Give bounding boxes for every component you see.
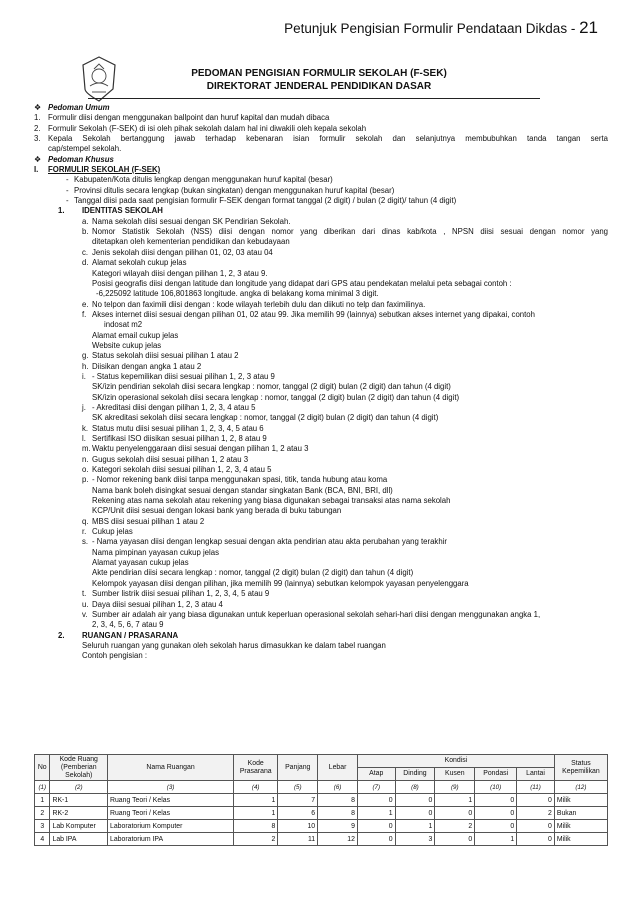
table-cell: 3 [35,820,50,833]
table-cell: 10 [278,820,318,833]
line-text: Posisi geografis diisi dengan latitude dan longitude yang didapat dari GPS atau pendekatan melalui peta sebagai contoh : [92,278,512,288]
table-cell: 7 [278,794,318,807]
table-cell: Laboratorium IPA [108,833,234,846]
text-line [34,393,608,403]
line-text: ditetapkan oleh kementerian pendidikan dan kebudayaan [92,237,290,247]
line-text: Rekening atas nama sekolah atau rekening yang biasa digunakan sebagai transaksi atas nama sekolah [92,496,451,506]
line-text: 2, 3, 4, 5, 6, 7 atau 9 [92,620,164,630]
text-line [34,351,608,361]
table-cell: 0 [357,833,395,846]
line-text: Jenis sekolah diisi dengan pilihan 01, 02, 03 atau 04 [92,247,273,257]
doc-title-line2: DIREKTORAT JENDERAL PENDIDIKAN DASAR [206,81,432,92]
text-line [34,413,608,423]
list-marker: I. [34,165,39,175]
table-row [35,807,608,820]
line-text: Status mutu diisi sesuai pilihan 1, 2, 3, 4, 5 atau 6 [92,423,264,433]
column-index-cell: (2) [50,781,108,794]
th-pondasi: Pondasi [475,768,517,781]
page-header [284,18,598,38]
text-line [34,372,608,382]
table-cell: Ruang Teori / Kelas [108,794,234,807]
table-cell: 1 [35,794,50,807]
line-text: MBS diisi sesuai pilihan 1 atau 2 [92,516,205,526]
text-line [34,289,608,299]
text-line [34,506,608,516]
table-cell: 0 [357,820,395,833]
line-text: Kategori sekolah diisi sesuai pilihan 1, 2, 3, 4 atau 5 [92,465,272,475]
text-line [34,651,608,661]
table-cell: 9 [318,820,358,833]
line-text: - Nomor rekening bank diisi tanpa menggunakan spasi, titik, tanda hubung atau koma [92,475,388,485]
list-marker: b. [82,227,89,237]
table-cell: Lab IPA [50,833,108,846]
table-cell: 3 [395,833,435,846]
line-text: Pedoman Umum [48,103,110,112]
text-line [34,341,608,351]
line-text: Pedoman Khusus [48,154,114,164]
text-line [34,424,608,434]
table-cell: 0 [395,794,435,807]
table-cell: 1 [357,807,395,820]
list-marker: l. [82,434,86,443]
line-text: - Status kepemilikan diisi sesuai pilihan 1, 2, 3 atau 9 [92,371,275,381]
text-line [34,134,608,144]
column-index-cell: (6) [318,781,358,794]
line-text: Alamat yayasan cukup jelas [92,558,189,568]
text-line [34,144,608,154]
column-index-cell: (9) [435,781,475,794]
list-marker: j. [82,402,86,412]
header-title: Petunjuk Pengisian Formulir Pendataan Dikdas - [284,21,576,36]
text-line [34,558,608,568]
line-text: FORMULIR SEKOLAH (F-SEK) [48,165,161,175]
line-text: SK akreditasi sekolah diisi secara lengkap : nomor, tanggal (2 digit) bulan (2 digit) dan tahun (4 digit) [92,413,439,423]
text-line [34,175,608,185]
line-text: No telpon dan faximili diisi dengan : kode wilayah terlebih dulu dan diikuti no telp dan faximilinya. [92,299,426,309]
text-line [34,165,608,175]
line-text: Kategori wilayah diisi dengan pilihan 1, 2, 3 atau 9. [92,268,268,278]
th-kode-prasarana: Kode Prasarana [234,755,278,781]
text-line [34,537,608,547]
list-marker: n. [82,454,89,464]
table-cell: Milik [554,794,607,807]
th-atap: Atap [357,768,395,781]
line-text: -6,225092 latitude 106,801863 longitude. angka di belakang koma minimal 3 digit. [96,289,379,299]
list-marker: 1. [58,206,65,216]
table-cell: 2 [517,807,555,820]
text-line [34,113,608,123]
line-text: IDENTITAS SEKOLAH [82,206,163,216]
line-text: Waktu penyelenggaraan diisi sesuai dengan pilihan 1, 2 atau 3 [92,444,309,454]
list-marker: t. [82,589,87,599]
list-marker: 2. [34,123,41,133]
title-divider [88,98,540,99]
column-index-cell: (7) [357,781,395,794]
list-marker: 2. [58,630,65,640]
table-row [35,833,608,846]
list-marker: s. [82,537,89,547]
table-cell: 11 [278,833,318,846]
line-text: Formulir diisi dengan menggunakan ballpoint dan huruf kapital dan mudah dibaca [48,113,330,123]
table-cell: 2 [435,820,475,833]
table-cell: 0 [517,794,555,807]
text-line [34,465,608,475]
doc-title-line1: PEDOMAN PENGISIAN FORMULIR SEKOLAH (F-SEK) [191,68,447,79]
line-text: Nomor Statistik Sekolah (NSS) diisi dengan nomor yang diberikan dari dinas kab/kota , NPSN diisi sesuai dengan nomor yang [92,227,608,237]
table-cell: 0 [475,794,517,807]
column-index-cell: (1) [35,781,50,794]
list-marker: a. [82,216,89,226]
list-marker: h. [82,361,89,371]
table-cell: 8 [318,807,358,820]
text-line [34,124,608,134]
line-text: Diisikan dengan angka 1 atau 2 [92,361,202,371]
line-text: Formulir Sekolah (F-SEK) di isi oleh pihak sekolah dalam hal ini diwakili oleh kepala sekolah [48,123,367,133]
line-text: Nama bank boleh disingkat sesuai dengan standar singkatan Bank (BCA, BNI, BRI, dll) [92,485,393,495]
line-text: Cukup jelas [92,527,133,537]
table-cell: 0 [475,807,517,820]
column-index-cell: (12) [554,781,607,794]
text-line [34,600,608,610]
text-line [34,486,608,496]
table-cell: 2 [234,833,278,846]
table-cell: Lab Komputer [50,820,108,833]
list-marker: p. [82,475,89,485]
table-cell: 0 [517,833,555,846]
th-kondisi: Kondisi [357,755,554,768]
text-line [34,217,608,227]
text-line [34,227,608,237]
line-text: Akte pendirian diisi secara lengkap : nomor, tanggal (2 digit) bulan (2 digit) dan tahun (4 digit) [92,568,414,578]
line-text: - Akreditasi diisi dengan pilihan 1, 2, 3, 4 atau 5 [92,402,256,412]
table-cell: Ruang Teori / Kelas [108,807,234,820]
th-dinding: Dinding [395,768,435,781]
line-text: Contoh pengisian : [82,651,148,661]
table-cell: 8 [318,794,358,807]
list-marker: f. [82,309,87,319]
table-cell: 0 [475,820,517,833]
text-line [34,589,608,599]
table-cell: RK-2 [50,807,108,820]
table-cell: RK-1 [50,794,108,807]
column-index-cell: (3) [108,781,234,794]
text-line [34,527,608,537]
column-index-row [35,781,608,794]
list-marker: q. [82,516,89,526]
list-marker: g. [82,351,89,361]
list-marker: u. [82,599,89,609]
table-cell: 0 [435,807,475,820]
th-panjang: Panjang [278,755,318,781]
table-cell: 1 [475,833,517,846]
line-text: Alamat sekolah cukup jelas [92,258,187,268]
column-index-cell: (4) [234,781,278,794]
list-marker: e. [82,299,89,309]
table-cell: 0 [395,807,435,820]
text-line [34,248,608,258]
text-line [34,444,608,454]
ruangan-example-table [34,754,608,846]
text-line [34,279,608,289]
line-text: Seluruh ruangan yang gunakan oleh sekolah harus dimasukkan ke dalam tabel ruangan [82,640,386,650]
th-no: No [35,755,50,781]
text-line [34,496,608,506]
th-lantai: Lantai [517,768,555,781]
tut-wuri-handayani-logo [80,56,118,102]
line-text: Kepala Sekolah bertanggung jawab terhadap kebenaran isian formulir sekolah dan selanjutnya membubuhkan tanda tangan serta [48,134,608,144]
line-text: Daya diisi sesuai pilihan 1, 2, 3 atau 4 [92,599,223,609]
list-marker: r. [82,527,87,537]
table-cell: Laboratorium Komputer [108,820,234,833]
table-cell: Bukan [554,807,607,820]
th-lebar: Lebar [318,755,358,781]
line-text: - Nama yayasan diisi dengan lengkap sesuai dengan akta pendirian atau akta perubahan yang terakhir [92,537,447,547]
text-line [34,434,608,444]
text-line [34,258,608,268]
line-text: Nama pimpinan yayasan cukup jelas [92,547,219,557]
list-marker: - [66,185,69,195]
text-line [34,300,608,310]
list-marker: o. [82,465,89,475]
diamond-bullet-icon: ❖ [34,103,41,112]
text-line [34,475,608,485]
list-marker: - [66,175,69,185]
list-marker: i. [82,371,86,381]
line-text: indosat m2 [104,320,143,330]
table-cell: 0 [357,794,395,807]
table-row [35,820,608,833]
line-text: Kelompok yayasan diisi dengan pilihan, jika memilih 99 (lainnya) sebutkan kelompok yayasan penyelenggara [92,578,469,588]
table-cell: Milik [554,833,607,846]
th-status: Status Kepemilikan [554,755,607,781]
table-cell: 2 [35,807,50,820]
line-text: RUANGAN / PRASARANA [82,630,179,640]
text-line [34,620,608,630]
column-index-cell: (8) [395,781,435,794]
text-line [34,310,608,320]
text-line [34,103,608,113]
line-text: Alamat email cukup jelas [92,330,179,340]
column-index-cell: (11) [517,781,555,794]
text-line [34,610,608,620]
line-text: Tanggal diisi pada saat pengisian formulir F-SEK dengan format tanggal (2 digit) / bulan (2 digit)/ tahun (4 digit) [74,196,457,206]
list-marker: k. [82,423,89,433]
line-text: Akses internet diisi sesuai dengan pilihan 01, 02 atau 99. Jika memilih 99 (lainnya) sebutkan akses internet yang dipakai, contoh [92,309,535,319]
line-text: cap/stempel sekolah. [48,144,122,154]
text-line [34,206,608,216]
line-text: SK/izin pendirian sekolah diisi secara lengkap : nomor, tanggal (2 digit) bulan (2 digit) dan tahun (4 digit) [92,382,451,392]
line-text: Website cukup jelas [92,340,162,350]
text-line [34,237,608,247]
line-text: Provinsi ditulis secara lengkap (bukan singkatan) dengan menggunakan huruf kapital (besar) [74,185,395,195]
table-cell: 1 [435,794,475,807]
text-line [34,331,608,341]
text-line [34,568,608,578]
table-body [35,781,608,846]
page-number: 21 [579,18,598,37]
guideline-body [34,103,608,662]
line-text: SK/izin operasional sekolah diisi secara lengkap : nomor, tanggal (2 digit) bulan (2 digit) dan tahun (4 digit) [92,392,460,402]
line-text: Sertifikasi ISO diisikan sesuai pilihan 1, 2, 8 atau 9 [92,434,267,443]
table-cell: 1 [395,820,435,833]
table-cell: 1 [234,807,278,820]
column-index-cell: (10) [475,781,517,794]
list-marker: d. [82,258,89,268]
table-cell: 1 [234,794,278,807]
line-text: Nama sekolah diisi sesuai dengan SK Pendirian Sekolah. [92,216,291,226]
list-marker: 3. [34,134,41,144]
text-line [34,382,608,392]
text-line [34,196,608,206]
text-line [34,269,608,279]
text-line [34,403,608,413]
text-line [34,362,608,372]
text-line [34,631,608,641]
list-marker: v. [82,609,88,619]
line-text: Kabupaten/Kota ditulis lengkap dengan menggunakan huruf kapital (besar) [74,175,333,185]
th-kode-ruang: Kode Ruang (Pemberian Sekolah) [50,755,108,781]
table-cell: Milik [554,820,607,833]
text-line [34,320,608,330]
line-text: Sumber listrik diisi sesuai pilihan 1, 2, 3, 4, 5 atau 9 [92,589,270,599]
table-cell: 4 [35,833,50,846]
text-line [34,455,608,465]
list-marker: c. [82,247,89,257]
list-marker: m. [82,444,91,454]
list-marker: 1. [34,113,41,123]
line-text: Gugus sekolah diisi sesuai pilihan 1, 2 atau 3 [92,454,249,464]
table-cell: 0 [517,820,555,833]
th-kusen: Kusen [435,768,475,781]
text-line [34,186,608,196]
line-text: Status sekolah diisi sesuai pilihan 1 atau 2 [92,351,239,361]
text-line [34,548,608,558]
table-cell: 12 [318,833,358,846]
th-nama-ruangan: Nama Ruangan [108,755,234,781]
column-index-cell: (5) [278,781,318,794]
list-marker: - [66,196,69,206]
line-text: KCP/Unit diisi sesuai dengan lokasi bank yang berada di buku tabungan [92,506,342,516]
line-text: Sumber air adalah air yang biasa digunakan untuk keperluan operasional sekolah sehari-hari diisi dengan menggunakan angka 1, [92,609,541,619]
text-line [34,155,608,165]
text-line [34,579,608,589]
diamond-bullet-icon: ❖ [34,154,41,164]
table-row [35,794,608,807]
text-line [34,641,608,651]
text-line [34,517,608,527]
table-cell: 0 [435,833,475,846]
table-cell: 6 [278,807,318,820]
table-cell: 8 [234,820,278,833]
